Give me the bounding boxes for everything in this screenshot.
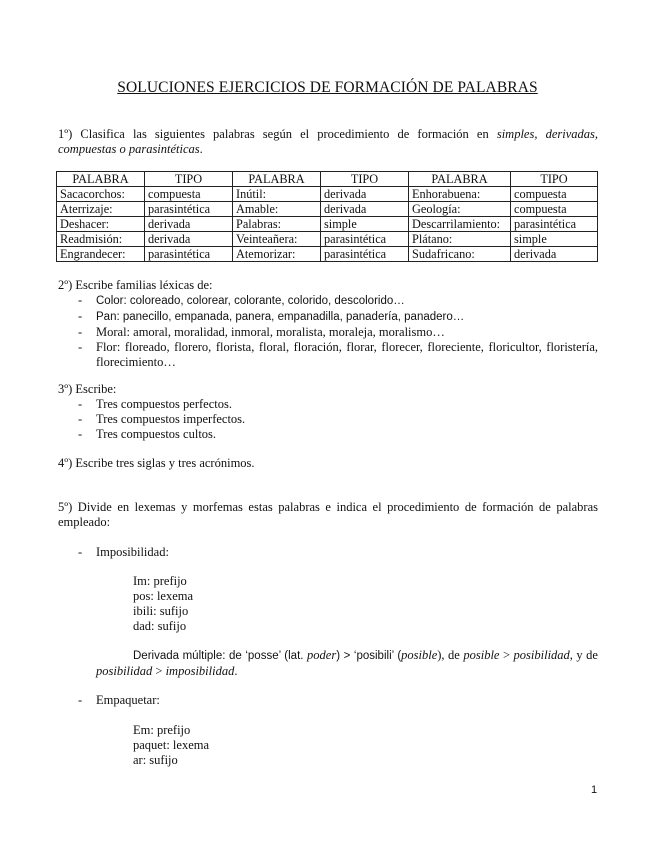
list-item-text: Moral: amoral, moralidad, inmoral, moralista, moraleja, moralismo…: [96, 325, 445, 339]
list-item: [78, 325, 598, 340]
morpheme-line: ar: sufijo: [133, 753, 178, 767]
exercise-5-heading: 5º) Divide en lexemas y morfemas estas palabras e indica el procedimiento de formación de palabras empleado:: [58, 500, 598, 529]
list-item: [78, 397, 598, 412]
header-cell: TIPO: [321, 172, 409, 187]
derivation-italic: poder: [307, 648, 337, 662]
page-title: SOLUCIONES EJERCICIOS DE FORMACIÓN DE PALABRAS: [117, 79, 538, 96]
exercise-1-italic: simples, derivadas, compuestas o parasintéticas: [58, 127, 598, 156]
table-cell: derivada: [145, 217, 233, 232]
table-cell: Atemorizar:: [233, 247, 321, 262]
table-cell: parasintética: [145, 247, 233, 262]
table-cell: derivada: [511, 247, 598, 262]
exercise-1-instruction: [58, 127, 598, 157]
exercise-3-list: [78, 397, 598, 442]
table-cell: simple: [321, 217, 409, 232]
dash-bullet: -: [78, 293, 83, 307]
table-cell: derivada: [321, 187, 409, 202]
list-item-text: Tres compuestos imperfectos.: [96, 412, 246, 426]
dash-bullet: -: [78, 427, 83, 441]
morpheme-line: Im: prefijo: [133, 574, 187, 588]
derivation-italic: posibilidad: [513, 648, 570, 662]
table-cell: compuesta: [511, 202, 598, 217]
table-cell: Inútil:: [233, 187, 321, 202]
dash-bullet: -: [78, 412, 83, 426]
exercise-4-heading: 4º) Escribe tres siglas y tres acrónimos.: [58, 456, 255, 470]
dash-bullet: -: [78, 545, 83, 559]
derivation-text: ), de: [437, 648, 464, 662]
list-item: [78, 340, 598, 370]
word-empaquetar-label: [78, 693, 160, 708]
list-item-text: Color: coloreado, colorear, colorante, colorido, descolorido…: [96, 295, 405, 307]
dash-bullet: -: [78, 340, 83, 354]
page-number: 1: [591, 784, 598, 796]
morpheme-line: dad: sufijo: [133, 619, 187, 633]
table-cell: Aterrizaje:: [57, 202, 145, 217]
derivation-text: >: [499, 648, 514, 662]
table-row: [57, 217, 598, 232]
table-header-row: [57, 172, 598, 187]
table-cell: Palabras:: [233, 217, 321, 232]
table-cell: simple: [511, 232, 598, 247]
table-cell: compuesta: [511, 187, 598, 202]
derivation-italic: posible: [401, 648, 438, 662]
dash-bullet: -: [78, 325, 83, 339]
dash-bullet: -: [78, 693, 83, 707]
derivation-text: Derivada múltiple: de ‘posse’ (lat.: [133, 650, 308, 662]
table-cell: Engrandecer:: [57, 247, 145, 262]
exercise-1-suffix: .: [199, 142, 203, 156]
table-row: [57, 202, 598, 217]
word-imposibilidad-label: [78, 545, 169, 560]
word-label-text: Imposibilidad:: [96, 545, 169, 559]
table-cell: parasintética: [145, 202, 233, 217]
morpheme-line: pos: lexema: [133, 589, 194, 603]
derivation-text: >: [152, 664, 166, 678]
morpheme-line: Em: prefijo: [133, 723, 191, 737]
derivation-text: , y de: [569, 648, 598, 662]
list-item: [78, 309, 598, 325]
table-cell: parasintética: [321, 247, 409, 262]
list-item-text: Tres compuestos cultos.: [96, 427, 217, 441]
exercise-2-heading: 2º) Escribe familias léxicas de:: [58, 278, 213, 292]
table-cell: Deshacer:: [57, 217, 145, 232]
exercise-2-list: [78, 293, 598, 370]
table-cell: Descarrilamiento:: [409, 217, 511, 232]
derivation-italic: imposibilidad: [165, 664, 235, 678]
morpheme-line: paquet: lexema: [133, 738, 210, 752]
classification-table: [56, 171, 598, 262]
derivation-italic: posible: [463, 648, 500, 662]
morpheme-line: ibili: sufijo: [133, 604, 189, 618]
exercise-3-heading: 3º) Escribe:: [58, 382, 117, 396]
table-cell: derivada: [321, 202, 409, 217]
derivation-explanation: [96, 648, 598, 679]
table-cell: Sudafricano:: [409, 247, 511, 262]
list-item-text: Pan: panecillo, empanada, panera, empanadilla, panadería, panadero…: [96, 311, 465, 323]
table-row: [57, 232, 598, 247]
derivation-text: .: [234, 664, 238, 678]
dash-bullet: -: [78, 397, 83, 411]
list-item-text: Flor: floreado, florero, florista, floral, floración, florar, florecer, floreciente, floricultor, floristería, florecimiento…: [96, 340, 598, 369]
table-cell: Veinteañera:: [233, 232, 321, 247]
header-cell: TIPO: [145, 172, 233, 187]
table-cell: Amable:: [233, 202, 321, 217]
header-cell: PALABRA: [57, 172, 145, 187]
word-label-text: Empaquetar:: [96, 693, 160, 707]
exercise-1-text: 1º) Clasifica las siguientes palabras según el procedimiento de formación en: [58, 127, 497, 141]
list-item-text: Tres compuestos perfectos.: [96, 397, 232, 411]
table-cell: parasintética: [511, 217, 598, 232]
table-cell: Readmisión:: [57, 232, 145, 247]
table-cell: parasintética: [321, 232, 409, 247]
table-cell: derivada: [145, 232, 233, 247]
table-cell: Sacacorchos:: [57, 187, 145, 202]
table-row: [57, 247, 598, 262]
table-row: [57, 187, 598, 202]
header-cell: PALABRA: [233, 172, 321, 187]
list-item: [78, 427, 598, 442]
list-item: [78, 412, 598, 427]
table-cell: Enhorabuena:: [409, 187, 511, 202]
header-cell: PALABRA: [409, 172, 511, 187]
table-cell: Geología:: [409, 202, 511, 217]
table-cell: compuesta: [145, 187, 233, 202]
derivation-text: ) > ‘posibili’ (: [336, 650, 402, 662]
dash-bullet: -: [78, 309, 83, 323]
list-item: [78, 293, 598, 309]
derivation-italic: posibilidad: [96, 664, 153, 678]
header-cell: TIPO: [511, 172, 598, 187]
table-cell: Plátano:: [409, 232, 511, 247]
